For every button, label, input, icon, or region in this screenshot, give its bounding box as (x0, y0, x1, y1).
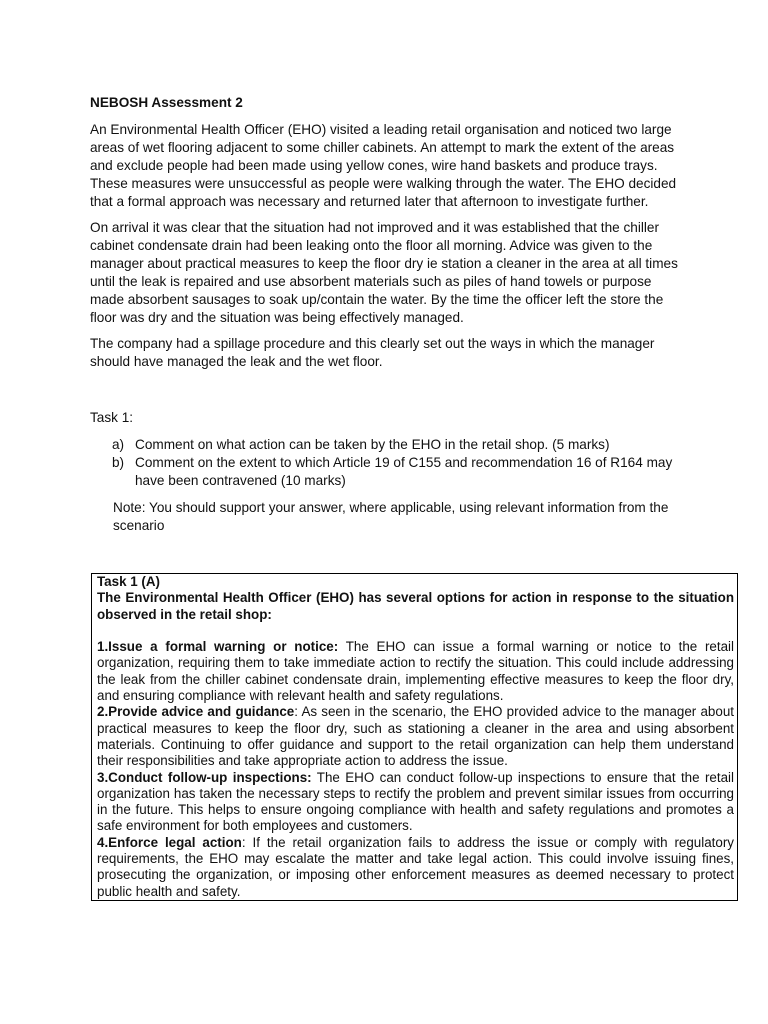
answer-box (91, 573, 738, 901)
answer-point-1 (97, 639, 734, 704)
answer-point-body: : As seen in the scenario, the EHO provided advice to the manager about practical measures to keep the floor dry, such as stationing a cleaner in the area and using absorbent materials. Continuing to offer guidance and support to the retail organization can help them understand their responsibilities and take appropriate action to address the issue. (97, 704, 734, 769)
task-item-marker: b) (112, 454, 125, 470)
answer-point-heading: 1.Issue a formal warning or notice: (97, 639, 339, 655)
scenario-paragraph-3: The company had a spillage procedure and this clearly set out the ways in which the manager should have managed the leak and the wet floor. (90, 336, 655, 369)
task-item-b (112, 454, 682, 490)
answer-point-2 (97, 704, 734, 769)
task-list (112, 436, 682, 490)
answer-intro: The Environmental Health Officer (EHO) has several options for action in response to the situation observed in the retail shop: (97, 590, 734, 622)
answer-point-heading: 4.Enforce legal action (97, 834, 242, 850)
task-item-text: Comment on the extent to which Article 19 of C155 and recommendation 16 of R164 may have been contravened (10 marks) (135, 454, 673, 488)
page-title: NEBOSH Assessment 2 (90, 95, 243, 110)
answer-title: Task 1 (A) (97, 574, 161, 589)
answer-point-body: : If the retail organization fails to address the issue or comply with regulatory requirements, the EHO may escalate the matter and take legal action. This could involve issuing fines, prosecuting the organization, or imposing other enforcement measures as deemed necessary to protect public health and safety. (97, 834, 734, 899)
answer-point-heading: 2.Provide advice and guidance (97, 704, 295, 720)
answer-point-heading: 3.Conduct follow-up inspections: (97, 769, 312, 785)
task-label: Task 1: (90, 410, 134, 425)
scenario-paragraph-2: On arrival it was clear that the situation had not improved and it was established that the chiller cabinet condensate drain had been leaking onto the floor all morning. Advice was given to the manager about practical measures to keep the floor dry ie station a cleaner in the area at all times until the leak is repaired and use absorbent materials such as piles of hand towels or purpose made absorbent sausages to soak up/contain the water. By the time the officer left the store the floor was dry and the situation was being effectively managed. (90, 220, 678, 325)
answer-point-body: The EHO can conduct follow-up inspections to ensure that the retail organization has taken the necessary steps to rectify the problem and prevent similar issues from occurring in the future. This helps to ensure ongoing compliance with health and safety regulations and promotes a safe environment for both employees and customers. (97, 769, 734, 834)
answer-point-body: The EHO can issue a formal warning or notice to the retail organization, requiring them to take immediate action to rectify the situation. This could include addressing the leak from the chiller cabinet condensate drain, implementing effective measures to keep the floor dry, and ensuring compliance with relevant health and safety regulations. (97, 639, 734, 704)
answer-point-3 (97, 770, 734, 835)
spacer (97, 623, 734, 639)
task-item-marker: a) (112, 437, 125, 452)
task-item-text: Comment on what action can be taken by the EHO in the retail shop. (5 marks) (135, 437, 610, 452)
task-item-a (112, 436, 682, 454)
task-note: Note: You should support your answer, where applicable, using relevant information from the scenario (113, 500, 669, 533)
scenario-paragraph-1: An Environmental Health Officer (EHO) visited a leading retail organisation and noticed two large areas of wet flooring adjacent to some chiller cabinets. An attempt to mark the extent of the areas and exclude people had been made using yellow cones, wire hand baskets and produce trays. These measures were unsuccessful as people were walking through the water. The EHO decided that a formal approach was necessary and returned later that afternoon to investigate further. (90, 122, 677, 209)
answer-point-4 (97, 835, 734, 900)
